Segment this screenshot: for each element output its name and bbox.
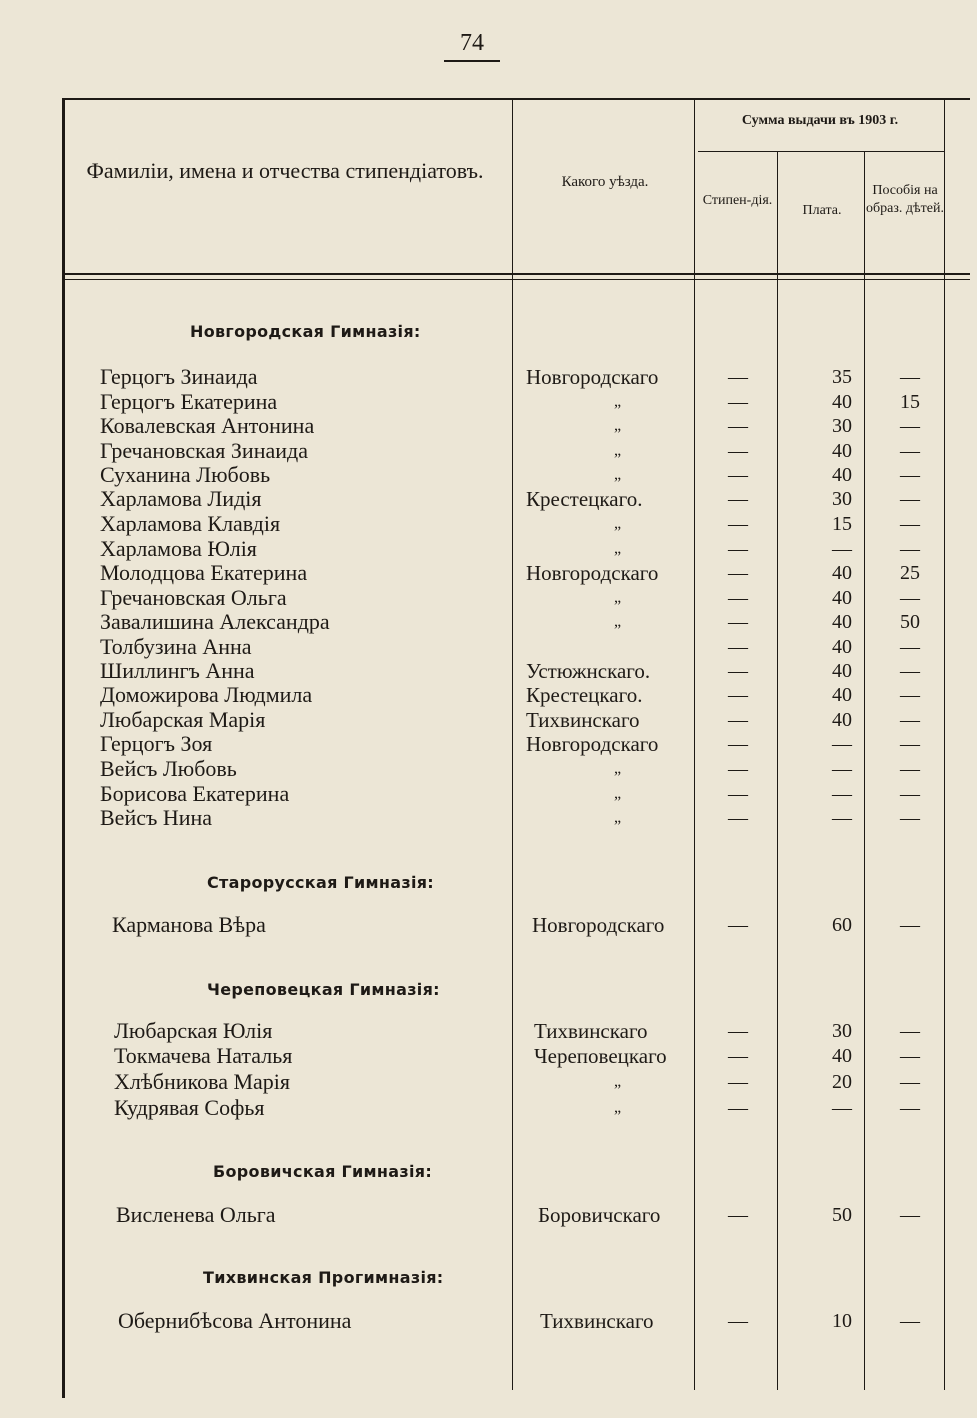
student-name: Харламова Клавдія: [100, 511, 281, 536]
section-title: Новгородская Гимназія:: [190, 322, 421, 341]
posobia-cell: —: [900, 783, 920, 805]
plata-cell: 40: [832, 611, 852, 633]
uezd-cell: Тихвинскаго: [526, 708, 640, 732]
uezd-cell: „: [614, 785, 622, 802]
plata-cell: 40: [832, 562, 852, 584]
uezd-cell: „: [614, 515, 622, 532]
stipendia-cell: —: [728, 914, 748, 936]
table-row: [100, 414, 960, 438]
plata-cell: 50: [832, 1204, 852, 1226]
table-row: [100, 439, 960, 463]
plata-cell: 60: [832, 914, 852, 936]
plata-cell: —: [832, 1097, 852, 1119]
table-row: [100, 1044, 960, 1068]
posobia-cell: —: [900, 660, 920, 682]
summa-underline: [698, 151, 944, 152]
uezd-cell: „: [614, 613, 622, 630]
table-row: [100, 757, 960, 781]
student-name: Завалишина Александра: [100, 609, 330, 634]
stipendia-cell: —: [728, 758, 748, 780]
posobia-cell: 25: [900, 562, 920, 584]
stipendia-cell: —: [728, 366, 748, 388]
uezd-cell: „: [614, 417, 622, 434]
stipendia-cell: —: [728, 636, 748, 658]
header-uezd-column: Какого уѣзда.: [561, 174, 649, 190]
posobia-cell: —: [900, 684, 920, 706]
uezd-cell: Боровичскаго: [538, 1203, 661, 1227]
student-name: Харламова Лидія: [100, 486, 262, 511]
student-name: Любарская Юлія: [114, 1018, 273, 1043]
student-name: Борисова Екатерина: [100, 781, 290, 806]
stipendia-cell: —: [728, 562, 748, 584]
uezd-cell: Новгородскаго: [526, 561, 659, 585]
plata-cell: —: [832, 783, 852, 805]
plata-cell: 40: [832, 660, 852, 682]
student-name: Гречановская Зинаида: [100, 438, 308, 463]
student-name: Вейсъ Любовь: [100, 756, 237, 781]
plata-cell: 40: [832, 587, 852, 609]
uezd-cell: Новгородскаго: [526, 365, 659, 389]
table-left-border: [62, 98, 65, 1398]
table-row: [100, 512, 960, 536]
table-row: [100, 913, 960, 937]
table-row: [100, 487, 960, 511]
student-name: Герцогъ Зинаида: [100, 364, 258, 389]
student-name: Токмачева Наталья: [114, 1043, 293, 1068]
uezd-cell: „: [614, 393, 622, 410]
uezd-cell: Крестецкаго.: [526, 487, 643, 511]
uezd-cell: Череповецкаго: [534, 1044, 667, 1068]
table-row: [100, 659, 960, 683]
uezd-cell: Устюжнскаго.: [526, 659, 651, 683]
table-row: [100, 1070, 960, 1094]
student-name: Любарская Марія: [100, 707, 266, 732]
posobia-cell: —: [900, 709, 920, 731]
plata-cell: 15: [832, 513, 852, 535]
posobia-cell: —: [900, 464, 920, 486]
posobia-cell: —: [900, 1310, 920, 1332]
header-bottom-rule-2: [62, 279, 970, 280]
posobia-cell: 50: [900, 611, 920, 633]
student-name: Ковалевская Антонина: [100, 413, 315, 438]
stipendia-cell: —: [728, 513, 748, 535]
student-name: Суханина Любовь: [100, 462, 271, 487]
uezd-cell: „: [614, 589, 622, 606]
section-title: Череповецкая Гимназія:: [207, 980, 440, 999]
stipendia-cell: —: [728, 488, 748, 510]
table-row: [100, 635, 960, 659]
stipendia-cell: —: [728, 709, 748, 731]
header-name-column: Фамиліи, имена и отчества стипендіатовъ.: [86, 158, 484, 183]
stipendia-cell: —: [728, 415, 748, 437]
plata-cell: 20: [832, 1071, 852, 1093]
table-row: [100, 1019, 960, 1043]
plata-cell: 40: [832, 391, 852, 413]
header-plata: Плата.: [802, 203, 842, 218]
student-name: Харламова Юлія: [100, 536, 257, 561]
table-row: [100, 1309, 960, 1333]
student-name: Шиллингъ Анна: [100, 658, 255, 683]
table-row: [100, 1203, 960, 1227]
table-row: [100, 586, 960, 610]
stipendia-cell: —: [728, 611, 748, 633]
plata-cell: 40: [832, 1045, 852, 1067]
stipendia-cell: —: [728, 464, 748, 486]
posobia-cell: —: [900, 1020, 920, 1042]
posobia-cell: 15: [900, 391, 920, 413]
plata-cell: —: [832, 758, 852, 780]
plata-cell: 40: [832, 684, 852, 706]
plata-cell: 40: [832, 464, 852, 486]
posobia-cell: —: [900, 415, 920, 437]
uezd-cell: „: [614, 442, 622, 459]
student-name: Герцогъ Екатерина: [100, 389, 278, 414]
section-title: Тихвинская Прогимназія:: [203, 1268, 444, 1287]
uezd-cell: „: [614, 540, 622, 557]
uezd-cell: „: [614, 760, 622, 777]
plata-cell: 30: [832, 1020, 852, 1042]
section-title: Боровичская Гимназія:: [213, 1162, 433, 1181]
stipendia-cell: —: [728, 733, 748, 755]
table-row: [100, 1096, 960, 1120]
posobia-cell: —: [900, 733, 920, 755]
posobia-cell: —: [900, 807, 920, 829]
plata-cell: 35: [832, 366, 852, 388]
student-name: Молодцова Екатерина: [100, 560, 308, 585]
table-row: [100, 683, 960, 707]
uezd-cell: „: [614, 809, 622, 826]
stipendia-cell: —: [728, 807, 748, 829]
uezd-cell: Крестецкаго.: [526, 683, 643, 707]
stipendia-cell: —: [728, 538, 748, 560]
table-row: [100, 390, 960, 414]
student-name: Вейсъ Нина: [100, 805, 213, 830]
student-name: Обернибѣсова Антонина: [118, 1308, 352, 1333]
stipendia-cell: —: [728, 1097, 748, 1119]
student-name: Висленева Ольга: [116, 1202, 276, 1227]
uezd-cell: Тихвинскаго: [534, 1019, 648, 1043]
plata-cell: 30: [832, 488, 852, 510]
student-name: Кудрявая Софья: [114, 1095, 265, 1120]
posobia-cell: —: [900, 758, 920, 780]
plata-cell: 40: [832, 636, 852, 658]
header-posobia: Пособія на образ. дѣтей.: [866, 183, 944, 216]
posobia-cell: —: [900, 636, 920, 658]
section-title: Старорусская Гимназія:: [207, 873, 434, 892]
plata-cell: —: [832, 733, 852, 755]
uezd-cell: Новгородскаго: [526, 732, 659, 756]
table-row: [100, 610, 960, 634]
plata-cell: 40: [832, 709, 852, 731]
stipendia-cell: —: [728, 1310, 748, 1332]
student-name: Карманова Вѣра: [112, 912, 266, 937]
stipendia-cell: —: [728, 1204, 748, 1226]
posobia-cell: —: [900, 1045, 920, 1067]
stipendia-cell: —: [728, 1045, 748, 1067]
stipendia-cell: —: [728, 391, 748, 413]
stipendia-cell: —: [728, 684, 748, 706]
table-row: [100, 732, 960, 756]
posobia-cell: —: [900, 440, 920, 462]
stipendia-cell: —: [728, 1071, 748, 1093]
uezd-cell: „: [614, 466, 622, 483]
stipendia-cell: —: [728, 587, 748, 609]
table-row: [100, 782, 960, 806]
plata-cell: —: [832, 538, 852, 560]
plata-cell: 40: [832, 440, 852, 462]
posobia-cell: —: [900, 914, 920, 936]
stipendia-cell: —: [728, 660, 748, 682]
table-row: [100, 708, 960, 732]
header-bottom-rule: [62, 273, 970, 275]
uezd-cell: „: [614, 1099, 622, 1116]
posobia-cell: —: [900, 1204, 920, 1226]
posobia-cell: —: [900, 513, 920, 535]
posobia-cell: —: [900, 587, 920, 609]
student-name: Гречановская Ольга: [100, 585, 287, 610]
posobia-cell: —: [900, 488, 920, 510]
stipendia-cell: —: [728, 1020, 748, 1042]
plata-cell: 10: [832, 1310, 852, 1332]
plata-cell: —: [832, 807, 852, 829]
plata-cell: 30: [832, 415, 852, 437]
uezd-cell: „: [614, 1073, 622, 1090]
posobia-cell: —: [900, 366, 920, 388]
uezd-cell: Новгородскаго: [532, 913, 665, 937]
student-name: Доможирова Людмила: [100, 682, 313, 707]
posobia-cell: —: [900, 538, 920, 560]
posobia-cell: —: [900, 1071, 920, 1093]
student-name: Хлѣбникова Марія: [114, 1069, 291, 1094]
table-row: [100, 463, 960, 487]
table-row: [100, 537, 960, 561]
header-stipendia: Стипен-дія.: [702, 193, 773, 208]
stipendia-cell: —: [728, 783, 748, 805]
uezd-cell: Тихвинскаго: [540, 1309, 654, 1333]
table-top-rule: [62, 98, 970, 100]
page-number: 74: [444, 30, 500, 62]
stipendia-cell: —: [728, 440, 748, 462]
table-row: [100, 365, 960, 389]
header-summa: Сумма выдачи въ 1903 г.: [741, 113, 899, 128]
table-row: [100, 561, 960, 585]
student-name: Толбузина Анна: [100, 634, 252, 659]
student-name: Герцогъ Зоя: [100, 731, 213, 756]
posobia-cell: —: [900, 1097, 920, 1119]
table-row: [100, 806, 960, 830]
